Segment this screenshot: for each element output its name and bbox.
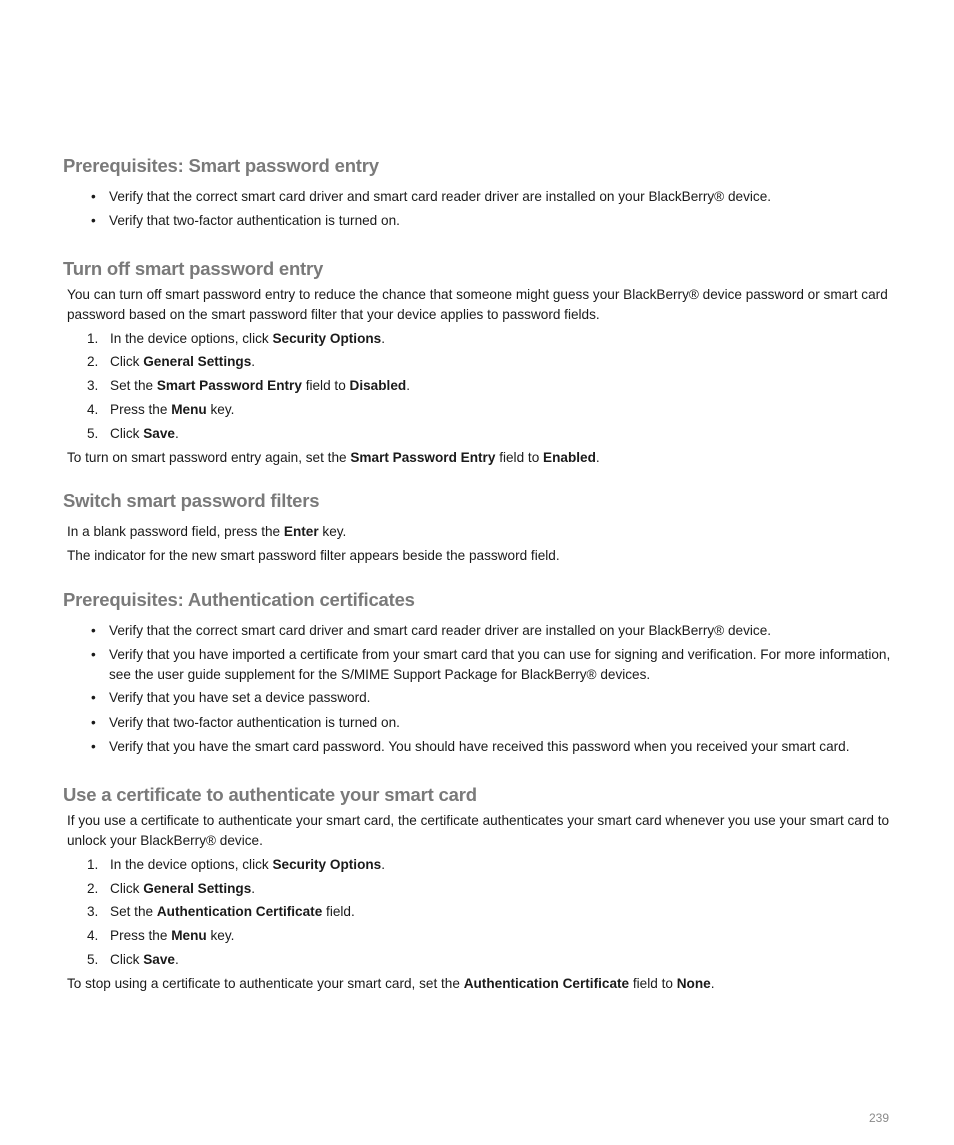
use-cert-intro: If you use a certificate to authenticate your smart card, the certificate authenticates your smart card whenever you use your smart card to unlock your BlackBerry® device. xyxy=(67,813,890,848)
step-number: 1. xyxy=(87,857,99,872)
use-cert-outro: To stop using a certificate to authenticate your smart card, set the Authentication Certificate field to None. xyxy=(67,976,715,991)
step-text: In the device options, click Security Options. xyxy=(110,857,386,872)
bullet-mark: • xyxy=(91,739,96,754)
step-number: 3. xyxy=(87,904,99,919)
step-number: 2. xyxy=(87,881,99,896)
bullet-mark: • xyxy=(91,715,96,730)
step-number: 4. xyxy=(87,928,99,943)
heading-prereq-auth-certificates: Prerequisites: Authentication certificates xyxy=(63,589,415,610)
step-text: Click General Settings. xyxy=(110,881,256,896)
heading-use-certificate: Use a certificate to authenticate your smart card xyxy=(63,784,477,805)
bullet-mark: • xyxy=(91,623,96,638)
heading-prereq-smart-password: Prerequisites: Smart password entry xyxy=(63,155,379,176)
step-text: Set the Smart Password Entry field to Disabled. xyxy=(110,378,410,393)
bullet-mark: • xyxy=(91,647,96,662)
step-text: Set the Authentication Certificate field. xyxy=(110,904,355,919)
turn-off-intro: You can turn off smart password entry to reduce the chance that someone might guess your BlackBerry® device password or smart card password based on the smart password filter that your device applies to password fields. xyxy=(67,287,888,322)
step-text: Click General Settings. xyxy=(110,354,256,369)
step-number: 2. xyxy=(87,354,99,369)
heading-turn-off-smart-password: Turn off smart password entry xyxy=(63,258,324,279)
step-number: 5. xyxy=(87,426,99,441)
bullet-text: Verify that the correct smart card driver and smart card reader driver are installed on your BlackBerry® device. xyxy=(109,189,772,204)
bullet-text: Verify that you have imported a certificate from your smart card that you can use for signing and verification. For more information, see the user guide supplement for the S/MIME Support Package for BlackBerry® devices. xyxy=(109,647,891,682)
turn-off-outro: To turn on smart password entry again, set the Smart Password Entry field to Enabled. xyxy=(67,450,600,465)
bullet-text: Verify that you have set a device password. xyxy=(109,690,371,705)
switch-filters-line2: The indicator for the new smart password filter appears beside the password field. xyxy=(67,548,560,563)
bullet-text: Verify that two-factor authentication is turned on. xyxy=(109,715,400,730)
heading-switch-filters: Switch smart password filters xyxy=(63,490,320,511)
step-text: Click Save. xyxy=(110,952,179,967)
step-text: Press the Menu key. xyxy=(110,402,235,417)
step-text: In the device options, click Security Options. xyxy=(110,331,386,346)
bullet-mark: • xyxy=(91,213,96,228)
step-number: 4. xyxy=(87,402,99,417)
bullet-mark: • xyxy=(91,690,96,705)
page-number: 239 xyxy=(868,1111,889,1125)
bullet-text: Verify that the correct smart card driver and smart card reader driver are installed on your BlackBerry® device. xyxy=(109,623,772,638)
step-number: 3. xyxy=(87,378,99,393)
step-number: 5. xyxy=(87,952,99,967)
step-text: Click Save. xyxy=(110,426,179,441)
step-number: 1. xyxy=(87,331,99,346)
step-text: Press the Menu key. xyxy=(110,928,235,943)
bullet-text: Verify that you have the smart card password. You should have received this password when you received your smart card. xyxy=(109,739,850,754)
bullet-mark: • xyxy=(91,189,96,204)
bullet-text: Verify that two-factor authentication is turned on. xyxy=(109,213,400,228)
switch-filters-line1: In a blank password field, press the Enter key. xyxy=(67,524,347,539)
